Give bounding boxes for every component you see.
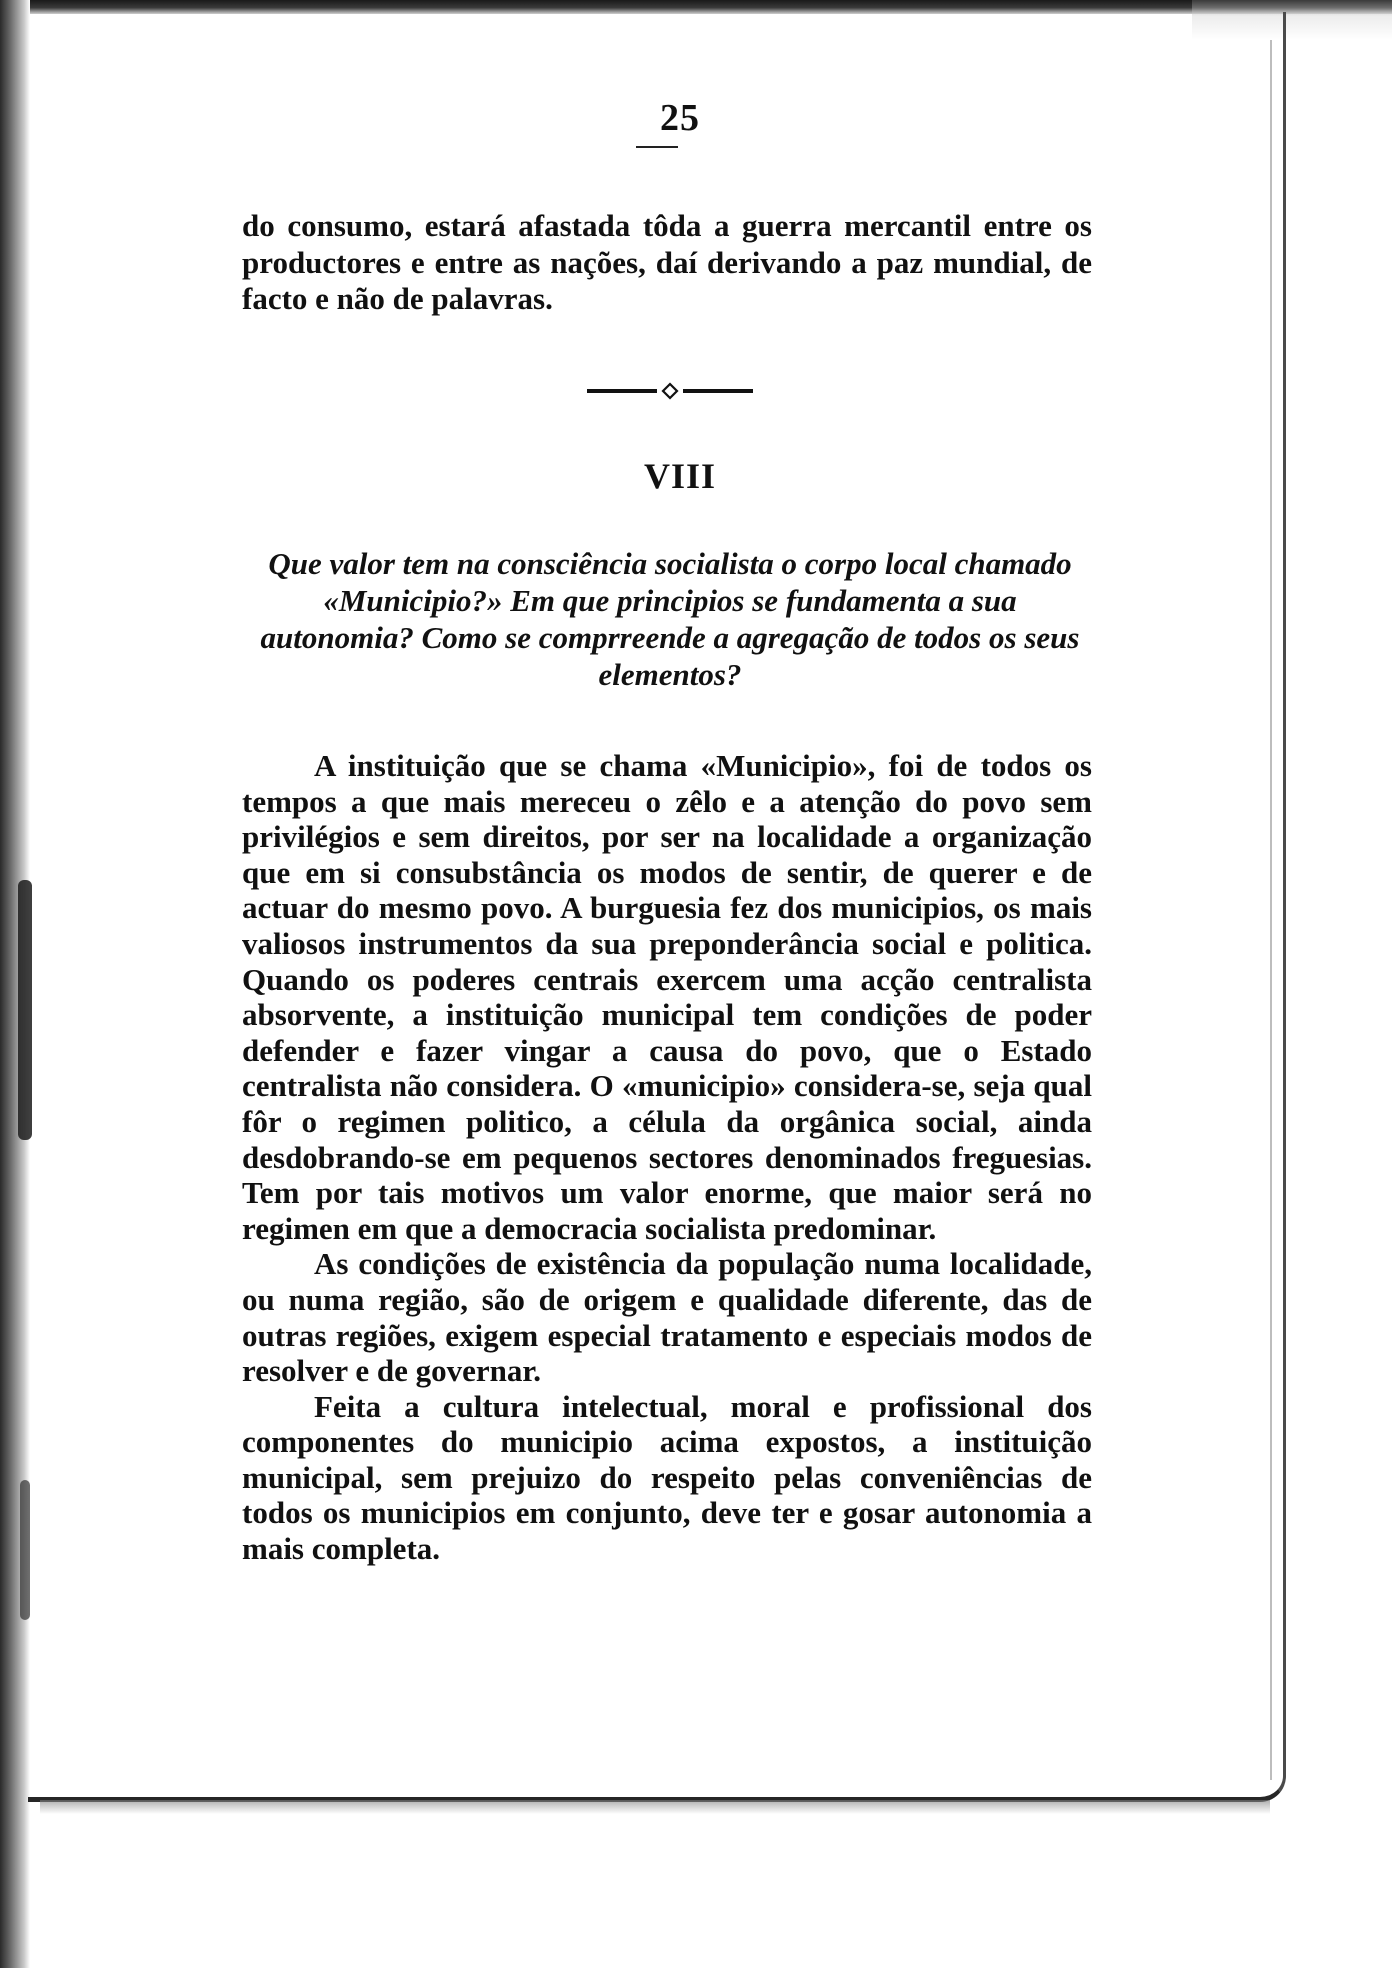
body-paragraph-1: A instituição que se chama «Municipio», foi de todos os tempos a que mais mereceu o zêlo e a atenção do povo sem privilégios e sem direitos, por ser na localidade a organização que em si consubstância os modos de sentir, de querer e de actuar do mesmo povo. A burguesia fez dos municipios, os mais valiosos instrumentos da sua preponderância social e politica. Quando os poderes centrais exercem uma acção centralista absorvente, a instituição municipal tem condições de poder defender e fazer vingar a causa do povo, que o Estado centralista não considera. O «municipio» considera-se, seja qual fôr o regimen politico, a célula da orgânica social, ainda desdobrando-se em pequenos sectores denominados freguesias. Tem por tais motivos um valor enorme, que maior será no regimen em que a democracia socialista predominar. [242, 748, 1092, 1246]
body-paragraph-3: Feita a cultura intelectual, moral e profissional dos componentes do municipio acima expostos, a instituição municipal, sem prejuizo do respeito pelas conveniências de todos os municipios em conjunto, deve ter e gosar autonomia a mais completa. [242, 1388, 1092, 1567]
body-paragraph-2: As condições de existência da população numa localidade, ou numa região, são de origem e qualidade diferente, das de outras regiões, exigem especial tratamento e especiais modos de resolver e de governar. [242, 1246, 1092, 1389]
opening-paragraph: do consumo, estará afastada tôda a guerra mercantil entre os productores e entre as nações, daí derivando a paz mundial, de facto e não de palavras. [242, 208, 1092, 316]
page-number-underline [636, 146, 678, 148]
section-question: Que valor tem na consciência socialista o corpo local chamado «Municipio?» Em que principios se fundamenta a sua autonomia? Como se comprreende a agregação de todos os seus elementos? [260, 546, 1080, 692]
page-number: 25 [660, 97, 700, 139]
page-inner-edge [1270, 40, 1272, 1780]
body-text [242, 748, 1092, 1567]
section-heading: VIII [643, 456, 717, 496]
section-divider-ornament [585, 380, 755, 402]
page-bottom-shadow [40, 1800, 1270, 1814]
